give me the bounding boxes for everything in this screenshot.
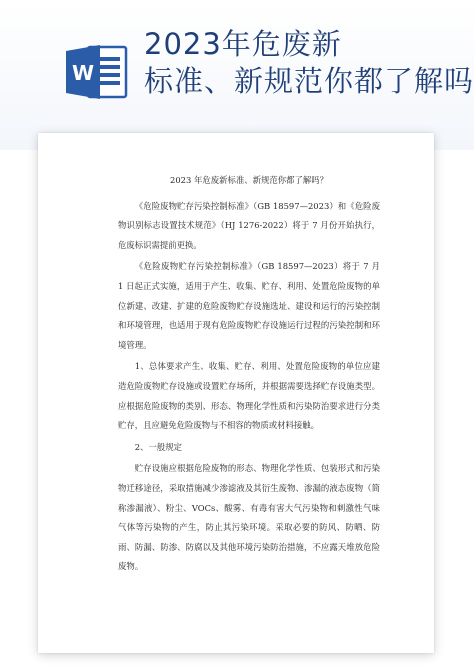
page-title-line-1: 2023年危废新 <box>144 27 342 61</box>
document-body <box>118 171 380 579</box>
document-paragraph: 贮存设施应根据危险废物的形态、物理化学性质、包装形式和污染物迁移途径，采取措施减少渗滤液及其衍生废物、渗漏的液态废物（简称渗漏液）、粉尘、VOCs、酸雾、有毒有害大气污染物和刺激性气味气体等污染物的产生，防止其污染环境。采取必要的防风、防晒、防雨、防漏、防渗、防腐以及其他环境污染防治措施，不应露天堆放危险废物。 <box>118 463 380 572</box>
document-title: 2023 年危废新标准、新规范你都了解吗？ <box>170 175 328 185</box>
document-paragraph: 《危险废物贮存污染控制标准》（GB 18597—2023）和《危险废物识别标志设置技术规范》（HJ 1276-2022）将于 7 月份开始执行，危废标识需提前更换。 <box>118 200 380 250</box>
document-preview <box>38 133 434 653</box>
page-title <box>144 26 474 100</box>
document-paragraph: 2、一般规定 <box>134 441 182 452</box>
page-title-line-2: 标准、新规范你都了解吗 <box>144 64 474 98</box>
document-paragraph: 1、总体要求产生、收集、贮存、利用、处置危险废物的单位应建造危险废物贮存设施或设置贮存场所，并根据需要选择贮存设施类型。应根据危险废物的类别、形态、物理化学性质和污染防治要求进行分类贮存，且应避免危险废物与不相容的物质或材料接触。 <box>118 361 380 431</box>
word-logo-letter: W <box>71 61 95 85</box>
document-paragraph: 《危险废物贮存污染控制标准》（GB 18597—2023）将于 7 月 1 日起正式实施，适用于产生、收集、贮存、利用、处置危险废物的单位新建、改建、扩建的危险废物贮存设施选址、建设和运行的污染控制和环境管理，也适用于现有危险废物贮存设施运行过程的污染控制和环境管理。 <box>118 261 380 350</box>
word-document-icon <box>66 43 128 101</box>
